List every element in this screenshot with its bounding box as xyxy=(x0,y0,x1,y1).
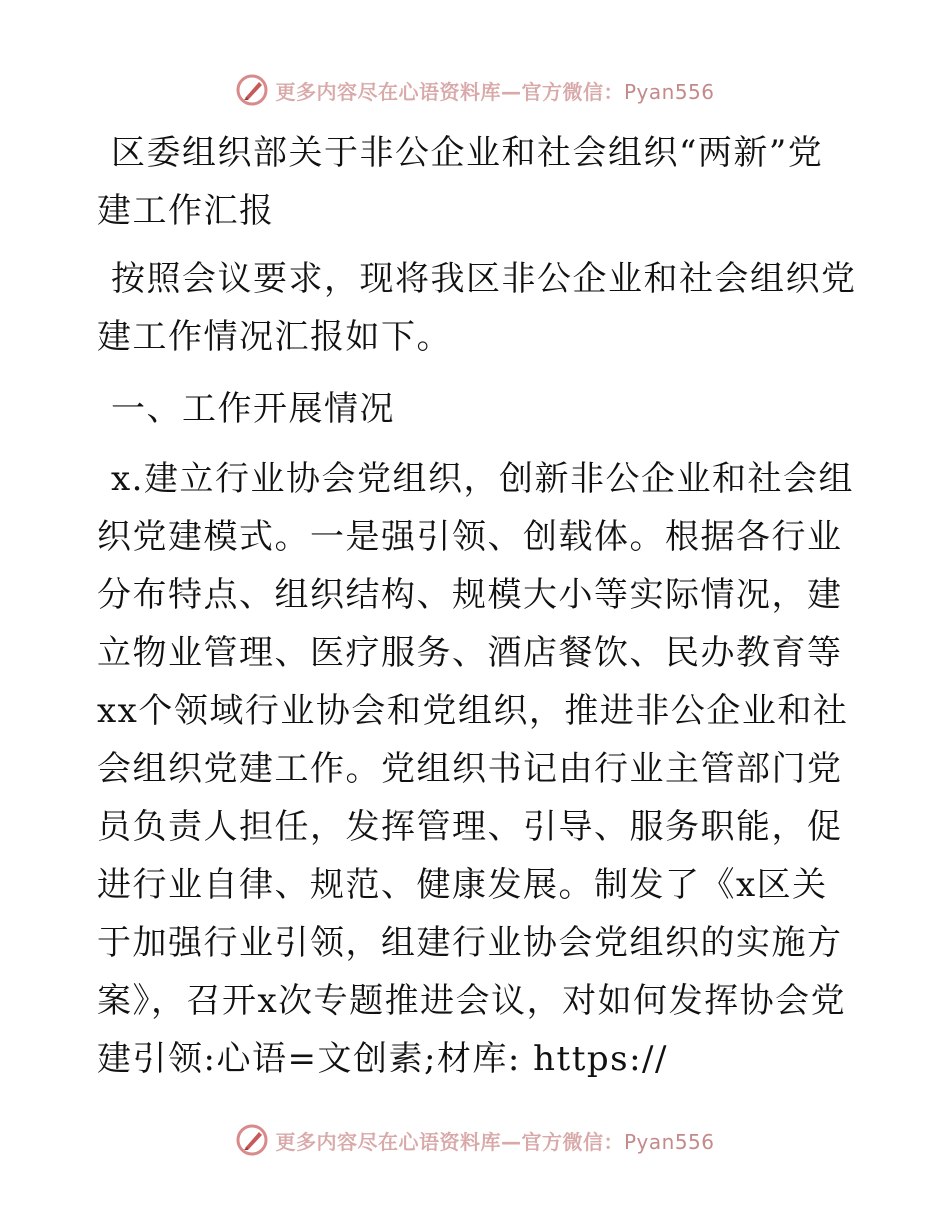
document-title: 区委组织部关于非公企业和社会组织“两新”党建工作汇报 xyxy=(97,133,824,231)
quill-pen-logo-icon xyxy=(235,1123,269,1157)
intro-paragraph: 按照会议要求，现将我区非公企业和社会组织党建工作情况汇报如下。 xyxy=(97,259,857,357)
watermark-contact: Pyan556 xyxy=(623,79,715,104)
watermark-footer xyxy=(0,1120,950,1160)
body-paragraph: x.建立行业协会党组织，创新非公企业和社会组织党建模式。一是强引领、创载体。根据各行业分布特点、组织结构、规模大小等实际情况，建立物业管理、医疗服务、酒店餐饮、民办教育等xx个领域行业协会和党组织，推进非公企业和社会组织党建工作。党组织书记由行业主管部门党员负责人担任，发挥管理、引导、服务职能，促进行业自律、规范、健康发展。制发了《x区关于加强行业引领，组建行业协会党组织的实施方案》，召开x次专题推进会议，对如何发挥协会党建引领:心语=文创素;材库: https:// xyxy=(97,459,854,1079)
watermark-contact: Pyan556 xyxy=(623,1129,715,1154)
section-heading: 一、工作开展情况 xyxy=(111,389,395,429)
document-body xyxy=(97,124,857,1102)
quill-pen-logo-icon xyxy=(235,73,269,107)
watermark-header xyxy=(0,70,950,110)
watermark-text: 更多内容尽在心语资料库—官方微信：Pyan556 xyxy=(275,1129,715,1154)
watermark-text: 更多内容尽在心语资料库—官方微信：Pyan556 xyxy=(275,79,715,104)
